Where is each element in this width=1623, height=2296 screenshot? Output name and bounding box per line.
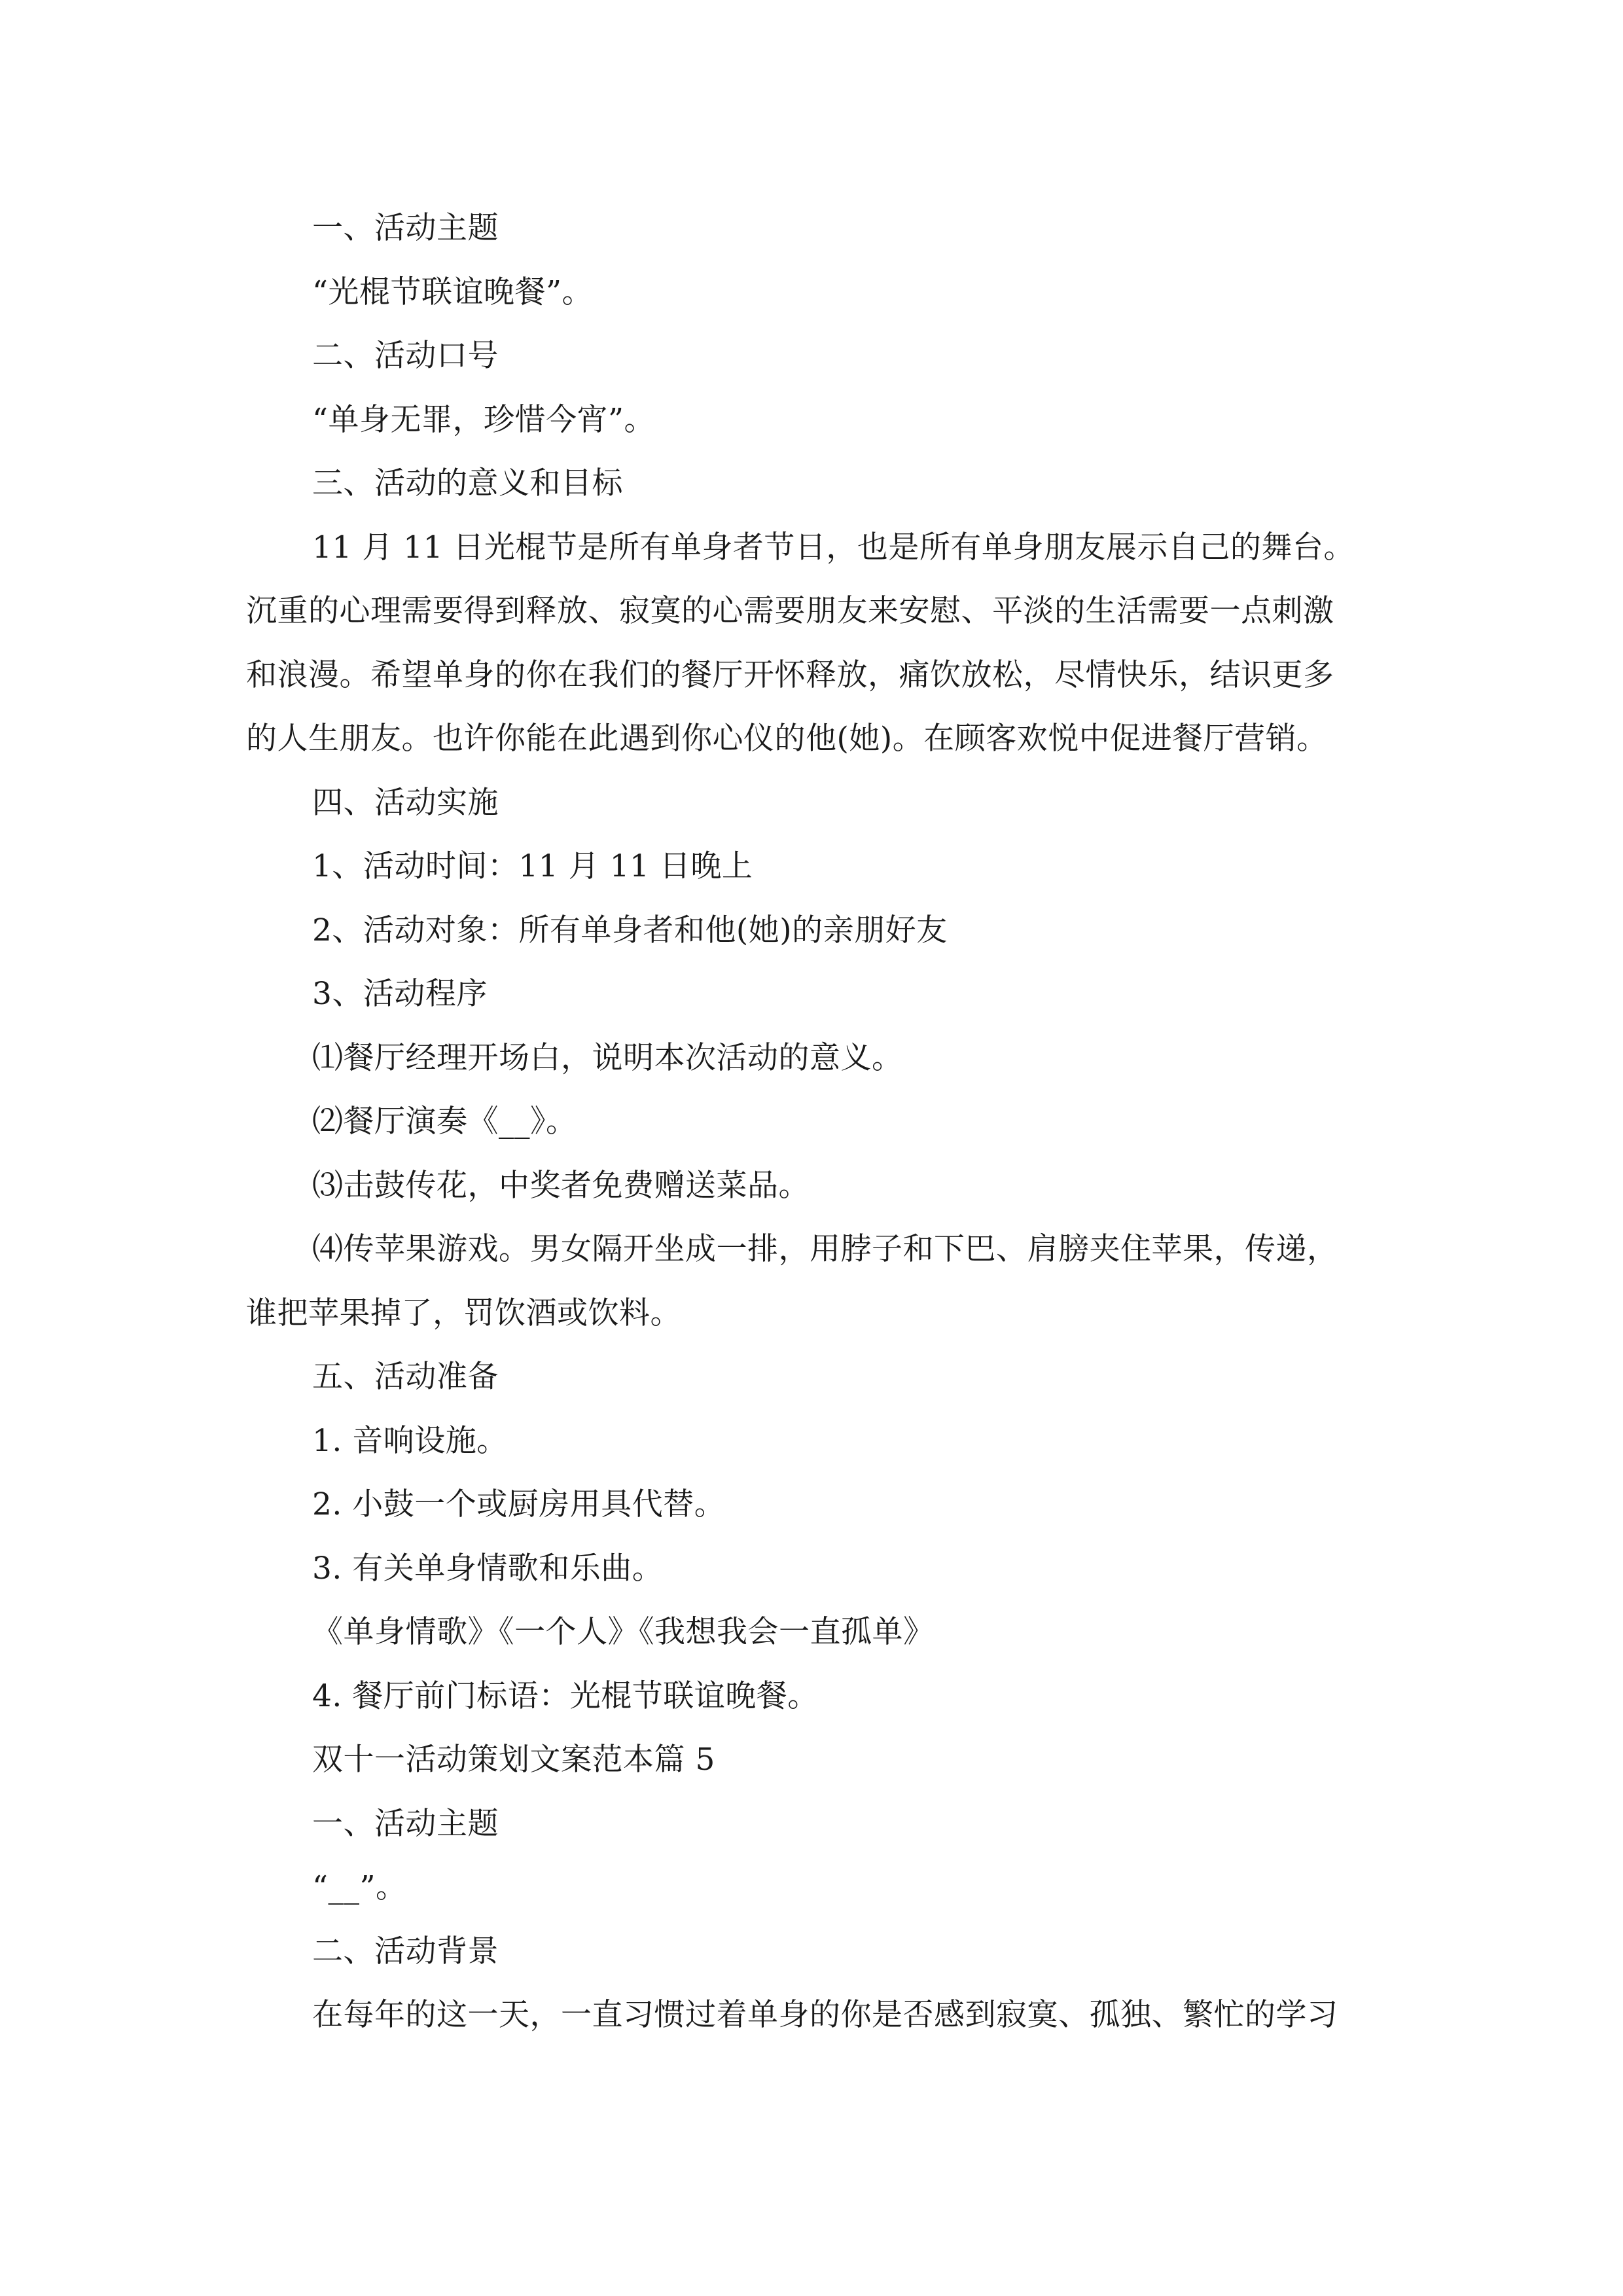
section-title: 双十一活动策划文案范本篇 5 [312,1742,715,1778]
theme-text: “光棍节联谊晚餐”。 [312,274,594,310]
paragraph-line: 11 月 11 日光棍节是所有单身者节日，也是所有单身朋友展示自己的舞台。 [312,529,1355,565]
paragraph-line: 在每年的这一天，一直习惯过着单身的你是否感到寂寞、孤独、繁忙的学习 [312,1997,1338,2033]
heading-significance: 三、活动的意义和目标 [312,465,623,501]
paragraph-line: 和浪漫。希望单身的你在我们的餐厅开怀释放，痛饮放松，尽情快乐，结识更多 [246,657,1334,693]
heading-preparation: 五、活动准备 [312,1359,499,1395]
heading-activity-theme: 一、活动主题 [312,210,499,246]
song-list: 《单身情歌》《一个人》《我想我会一直孤单》 [312,1614,935,1650]
list-item: 2. 小鼓一个或厨房用具代替。 [312,1486,726,1522]
list-item: ⑴餐厅经理开场白，说明本次活动的意义。 [312,1040,903,1076]
list-item: ⑷传苹果游戏。男女隔开坐成一排，用脖子和下巴、肩膀夹住苹果，传递， [312,1231,1338,1267]
list-item: 4. 餐厅前门标语：光棍节联谊晚餐。 [312,1678,819,1714]
heading-implementation: 四、活动实施 [312,785,499,821]
list-item: ⑶击鼓传花，中奖者免费赠送菜品。 [312,1168,810,1204]
list-item: 3、活动程序 [312,976,488,1012]
heading-activity-background: 二、活动背景 [312,1933,499,1969]
list-item: 1、活动时间：11 月 11 日晚上 [312,848,753,884]
theme-text: “__”。 [312,1869,407,1905]
heading-activity-slogan: 二、活动口号 [312,338,499,374]
list-item: ⑵餐厅演奏《__》。 [312,1103,577,1139]
list-item: 1. 音响设施。 [312,1423,508,1459]
paragraph-line: 的人生朋友。也许你能在此遇到你心仪的他(她)。在顾客欢悦中促进餐厅营销。 [246,721,1328,757]
slogan-text: “单身无罪，珍惜今宵”。 [312,402,656,438]
list-item: 3. 有关单身情歌和乐曲。 [312,1551,664,1587]
list-item: 2、活动对象：所有单身者和他(她)的亲朋好友 [312,912,948,948]
paragraph-line: 沉重的心理需要得到释放、寂寞的心需要朋友来安慰、平淡的生活需要一点刺激 [246,593,1334,629]
paragraph-line: 谁把苹果掉了，罚饮酒或饮料。 [246,1295,681,1331]
heading-activity-theme: 一、活动主题 [312,1806,499,1842]
